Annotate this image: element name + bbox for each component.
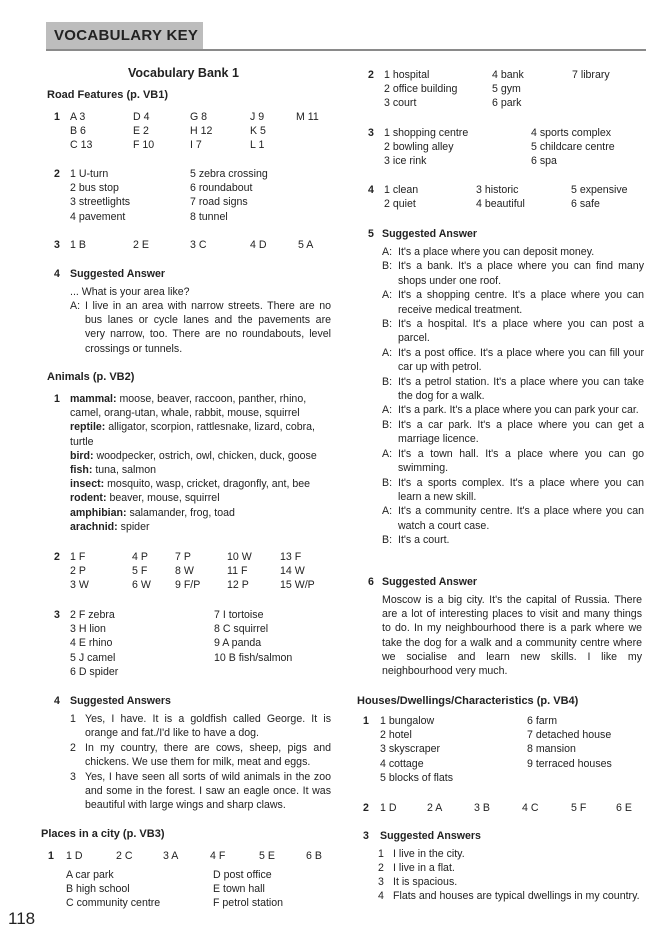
answer-item: 15 W/P — [280, 579, 315, 592]
answer-paragraph: I live in an area with narrow streets. There are no bus lanes or cycle lanes and the pavements are very narrow, too. There are no roundabouts, level crossings or tunnels. — [85, 300, 331, 355]
answer-item: E town hall — [213, 883, 265, 896]
answer-item: 5 E — [259, 850, 275, 862]
answer-item: 14 W — [280, 565, 305, 578]
answer-item: 4 P — [132, 551, 148, 563]
answer-item: 3 W — [70, 579, 89, 592]
answer-item: 4 D — [250, 239, 267, 251]
exercise-number: 3 — [368, 127, 374, 139]
answer-number: 4 — [378, 890, 384, 902]
suggested-answer-heading: Suggested Answer — [70, 268, 165, 280]
exercise-number: 3 — [54, 609, 60, 621]
answer-item: 7 road signs — [190, 196, 248, 209]
exercise-number: 4 — [368, 184, 374, 196]
answer-item: A 3 — [70, 111, 86, 123]
answer-number: 1 — [378, 848, 384, 860]
answer-column — [132, 550, 151, 593]
answer-item: D post office — [213, 869, 272, 881]
answer-item: 12 P — [227, 579, 249, 592]
answer-item: L 1 — [250, 139, 265, 152]
answer-item: 6 spa — [531, 155, 557, 168]
answer-item: B 6 — [70, 125, 86, 138]
answer-item: 5 expensive — [571, 184, 628, 196]
answer-list — [527, 714, 612, 771]
dialogue — [382, 245, 644, 548]
dialogue-line: B: It's a petrol station. It's a place where you can take the dog for a walk. — [382, 375, 644, 403]
answer-item: 3 C — [190, 239, 207, 251]
animal-group: rodent: beaver, mouse, squirrel — [70, 492, 220, 505]
answer-number: 3 — [378, 876, 384, 888]
answer-item: 9 A panda — [214, 637, 262, 650]
dialogue-line: B: It's a sports complex. It's a place where you can learn a new skill. — [382, 476, 644, 503]
animal-group: mammal: moose, beaver, raccoon, panther, rhino, camel, orang-utan, whale, rabbit, mouse, squirrel — [70, 393, 307, 420]
answer-item: 1 shopping centre — [384, 127, 469, 139]
answer-item: 1 bungalow — [380, 715, 435, 727]
answer-item: 6 D spider — [70, 665, 119, 678]
answer-column — [133, 110, 154, 153]
answer-item: G 8 — [190, 111, 208, 123]
answer-number: 2 — [70, 742, 76, 754]
answer-item: A car park — [66, 869, 114, 881]
answer-item: 4 bank — [492, 69, 524, 81]
answer-number: 2 — [378, 862, 384, 874]
answer-item: E 2 — [133, 125, 149, 138]
dialogue-line: A: It's a community centre. It's a place where you can watch a court case. — [382, 505, 644, 532]
answer-item: 7 library — [572, 69, 610, 81]
answer-item: 5 zebra crossing — [190, 168, 268, 180]
answer-item: 4 sports complex — [531, 127, 612, 139]
answer-item: 5 F — [132, 565, 148, 578]
answer-item: 1 B — [70, 239, 86, 251]
suggested-answers-heading: Suggested Answers — [70, 695, 171, 707]
answer-column — [572, 68, 610, 82]
exercise-number: 3 — [363, 830, 369, 842]
answer-item: 5 childcare centre — [531, 141, 615, 154]
animal-group: amphibian: salamander, frog, toad — [70, 506, 235, 519]
exercise-number: 2 — [363, 802, 369, 814]
answer-list — [70, 608, 118, 679]
answer-item: 5 gym — [492, 83, 521, 96]
answer-text: Flats and houses are typical dwellings in my country. — [393, 890, 640, 902]
answer-text: It is spacious. — [393, 876, 458, 888]
answer-item: 8 tunnel — [190, 210, 228, 223]
dialogue-line: B: It's a car park. It's a place where you can get a marriage licence. — [382, 418, 644, 446]
answer-paragraph: In my country, there are cows, sheep, pigs and chickens. We use them for milk, meat and eggs. — [85, 742, 331, 769]
answer-item: M 11 — [296, 111, 319, 123]
answer-item: 5 F — [571, 802, 587, 814]
answer-paragraph: Yes, I have seen all sorts of wild animals in the zoo and some in the forest. I saw an eagle once. It was beautiful with large wings and sharp claws. — [85, 771, 331, 812]
answer-item: 1 F — [70, 551, 86, 563]
answer-column — [250, 110, 266, 153]
exercise-number: 3 — [54, 239, 60, 251]
answer-item: 6 roundabout — [190, 182, 253, 195]
answer-item: 2 bus stop — [70, 182, 119, 195]
answer-item: 1 D — [380, 802, 397, 814]
answer-list — [190, 167, 268, 224]
answer-item: 4 F — [210, 850, 226, 862]
dialogue-line: A: It's a post office. It's a place where you can fill your car up with petrol. — [382, 346, 644, 374]
answer-item: 4 E rhino — [70, 637, 113, 650]
animal-group: reptile: alligator, scorpion, rattlesnake, lizard, cobra, turtle — [70, 421, 315, 448]
answer-item: 6 farm — [527, 715, 558, 727]
answer-item: 2 E — [133, 239, 149, 251]
answer-item: H 12 — [190, 125, 213, 138]
answer-item: 2 P — [70, 565, 86, 578]
suggested-answer-heading: Suggested Answer — [382, 228, 477, 240]
exercise-number: 1 — [363, 715, 369, 727]
dialogue-line: A: It's a shopping centre. It's a place where you can receive medical treatment. — [382, 289, 644, 316]
answer-column — [190, 110, 212, 153]
answer-paragraph: Yes, I have. It is a goldfish called George. It is orange and fat./I'd like to have a dog. — [85, 713, 331, 740]
answer-number: 1 — [70, 713, 76, 725]
answer-item: 5 A — [298, 239, 314, 251]
answer-item: 8 mansion — [527, 743, 576, 756]
answer-item: 8 W — [175, 565, 194, 578]
answer-item: 6 safe — [571, 198, 600, 211]
answer-item: 1 U-turn — [70, 168, 109, 180]
answer-item: 6 E — [616, 802, 632, 814]
answer-item: 2 hotel — [380, 729, 412, 742]
animal-group: fish: tuna, salmon — [70, 464, 156, 477]
answer-item: 2 office building — [384, 83, 458, 96]
answer-item: J 9 — [250, 111, 265, 123]
answer-list — [70, 167, 130, 224]
answer-item: 3 court — [384, 97, 417, 110]
answer-item: 4 cottage — [380, 757, 424, 770]
answer-item: 7 detached house — [527, 729, 612, 742]
answer-item: 13 F — [280, 551, 302, 563]
section-banner: VOCABULARY KEY — [46, 22, 203, 49]
answer-list — [214, 608, 292, 665]
answer-column — [492, 68, 524, 111]
answer-item: 4 C — [522, 802, 539, 814]
answer-item: 4 beautiful — [476, 198, 525, 211]
answer-column — [175, 550, 200, 593]
answer-item: 6 W — [132, 579, 151, 592]
animal-group: arachnid: spider — [70, 520, 150, 533]
answer-list — [531, 126, 615, 169]
animal-groups — [70, 392, 332, 534]
answer-column — [296, 110, 319, 124]
answer-item: 5 blocks of flats — [380, 771, 454, 784]
answer-column — [70, 110, 92, 153]
answer-item: I 7 — [190, 139, 202, 152]
answer-item: 7 P — [175, 551, 191, 563]
answer-item: 4 pavement — [70, 210, 126, 223]
animals-heading: Animals (p. VB2) — [47, 371, 135, 383]
speaker-label: A: — [70, 300, 81, 312]
answer-item: F 10 — [133, 139, 155, 152]
answer-column — [280, 550, 315, 593]
dialogue-line: A: It's a park. It's a place where you can park your car. — [382, 404, 639, 417]
dialogue-line: B: It's a court. — [382, 534, 450, 547]
exercise-number: 6 — [368, 576, 374, 588]
page-number: 118 — [8, 909, 36, 928]
answer-item: 10 W — [227, 551, 252, 563]
dialogue-line: A: It's a place where you can deposit money. — [382, 246, 595, 258]
answer-item: 1 hospital — [384, 69, 430, 81]
places-city-heading: Places in a city (p. VB3) — [41, 828, 165, 840]
answer-item: 6 park — [492, 97, 522, 110]
exercise-number: 4 — [54, 695, 60, 707]
animal-group: bird: woodpecker, ostrich, owl, chicken, duck, goose — [70, 449, 317, 462]
dialogue-line: A: It's a town hall. It's a place where you can go swimming. — [382, 447, 644, 475]
answer-column — [571, 183, 628, 211]
exercise-number: 5 — [368, 228, 374, 240]
answer-item: 2 C — [116, 850, 133, 862]
question-line: ... What is your area like? — [70, 286, 190, 298]
answer-item: 3 historic — [476, 184, 519, 196]
answer-item: 3 A — [163, 850, 179, 862]
animal-group: insect: mosquito, wasp, cricket, dragonfly, ant, bee — [70, 478, 311, 491]
answer-item: D 4 — [133, 111, 150, 123]
answer-column — [476, 183, 525, 211]
answer-item: 2 bowling alley — [384, 141, 454, 154]
answer-column — [70, 550, 89, 593]
exercise-number: 1 — [54, 111, 60, 123]
answer-item: 3 skyscraper — [380, 743, 441, 756]
answer-item: 2 quiet — [384, 198, 416, 211]
answer-item: 7 I tortoise — [214, 609, 264, 621]
dialogue-line: B: It's a bank. It's a place where you can find many shops under one roof. — [382, 260, 644, 287]
answer-item: 8 C squirrel — [214, 623, 269, 636]
answer-list — [66, 868, 160, 911]
answer-item: C community centre — [66, 897, 161, 910]
answer-column — [227, 550, 252, 593]
answer-item: 9 F/P — [175, 579, 201, 592]
answer-list — [213, 868, 283, 911]
answer-item: 2 F zebra — [70, 609, 115, 621]
answer-item: C 13 — [70, 139, 93, 152]
answer-item: 9 terraced houses — [527, 757, 612, 770]
answer-item: 2 A — [427, 802, 443, 814]
answer-text: I live in a flat. — [393, 862, 455, 874]
answer-item: 1 D — [66, 850, 83, 862]
suggested-answers-heading: Suggested Answers — [380, 830, 481, 842]
answer-paragraph: Moscow is a big city. It's the capital of Russia. There are a lot of interesting places to visit and many things to do. In my neighbourhood there is a park where we take the dog for a walk and a community centre where we socialise and learn new skills. I like my neighbourhood very much. — [382, 594, 642, 678]
exercise-number: 2 — [54, 168, 60, 180]
exercise-number: 1 — [48, 850, 54, 862]
exercise-number: 1 — [54, 393, 60, 405]
answer-item: 3 ice rink — [384, 155, 427, 168]
banner-rule — [46, 49, 646, 51]
answer-item: 1 clean — [384, 184, 419, 196]
answer-item: F petrol station — [213, 897, 284, 910]
houses-heading: Houses/Dwellings/Characteristics (p. VB4) — [357, 695, 579, 707]
vocabulary-bank-title: Vocabulary Bank 1 — [128, 66, 239, 80]
answer-number: 3 — [70, 771, 76, 783]
answer-item: 10 B fish/salmon — [214, 651, 293, 664]
answer-column — [384, 68, 457, 111]
answer-item: K 5 — [250, 125, 266, 138]
answer-item: 5 J camel — [70, 651, 116, 664]
road-features-heading: Road Features (p. VB1) — [47, 89, 169, 101]
answer-item: B high school — [66, 883, 130, 896]
answer-item: 3 B — [474, 802, 490, 814]
dialogue-line: B: It's a hospital. It's a place where you can post a parcel. — [382, 318, 644, 345]
suggested-answer-heading: Suggested Answer — [382, 576, 477, 588]
answer-item: 3 streetlights — [70, 196, 131, 209]
answer-list — [384, 126, 468, 169]
answer-list — [380, 714, 453, 785]
answer-column — [384, 183, 418, 211]
answer-item: 11 F — [227, 565, 248, 578]
answer-text: I live in the city. — [393, 848, 465, 860]
answer-item: 3 H lion — [70, 623, 106, 636]
exercise-number: 2 — [368, 69, 374, 81]
exercise-number: 4 — [54, 268, 60, 280]
answer-item: 6 B — [306, 850, 322, 862]
exercise-number: 2 — [54, 551, 60, 563]
